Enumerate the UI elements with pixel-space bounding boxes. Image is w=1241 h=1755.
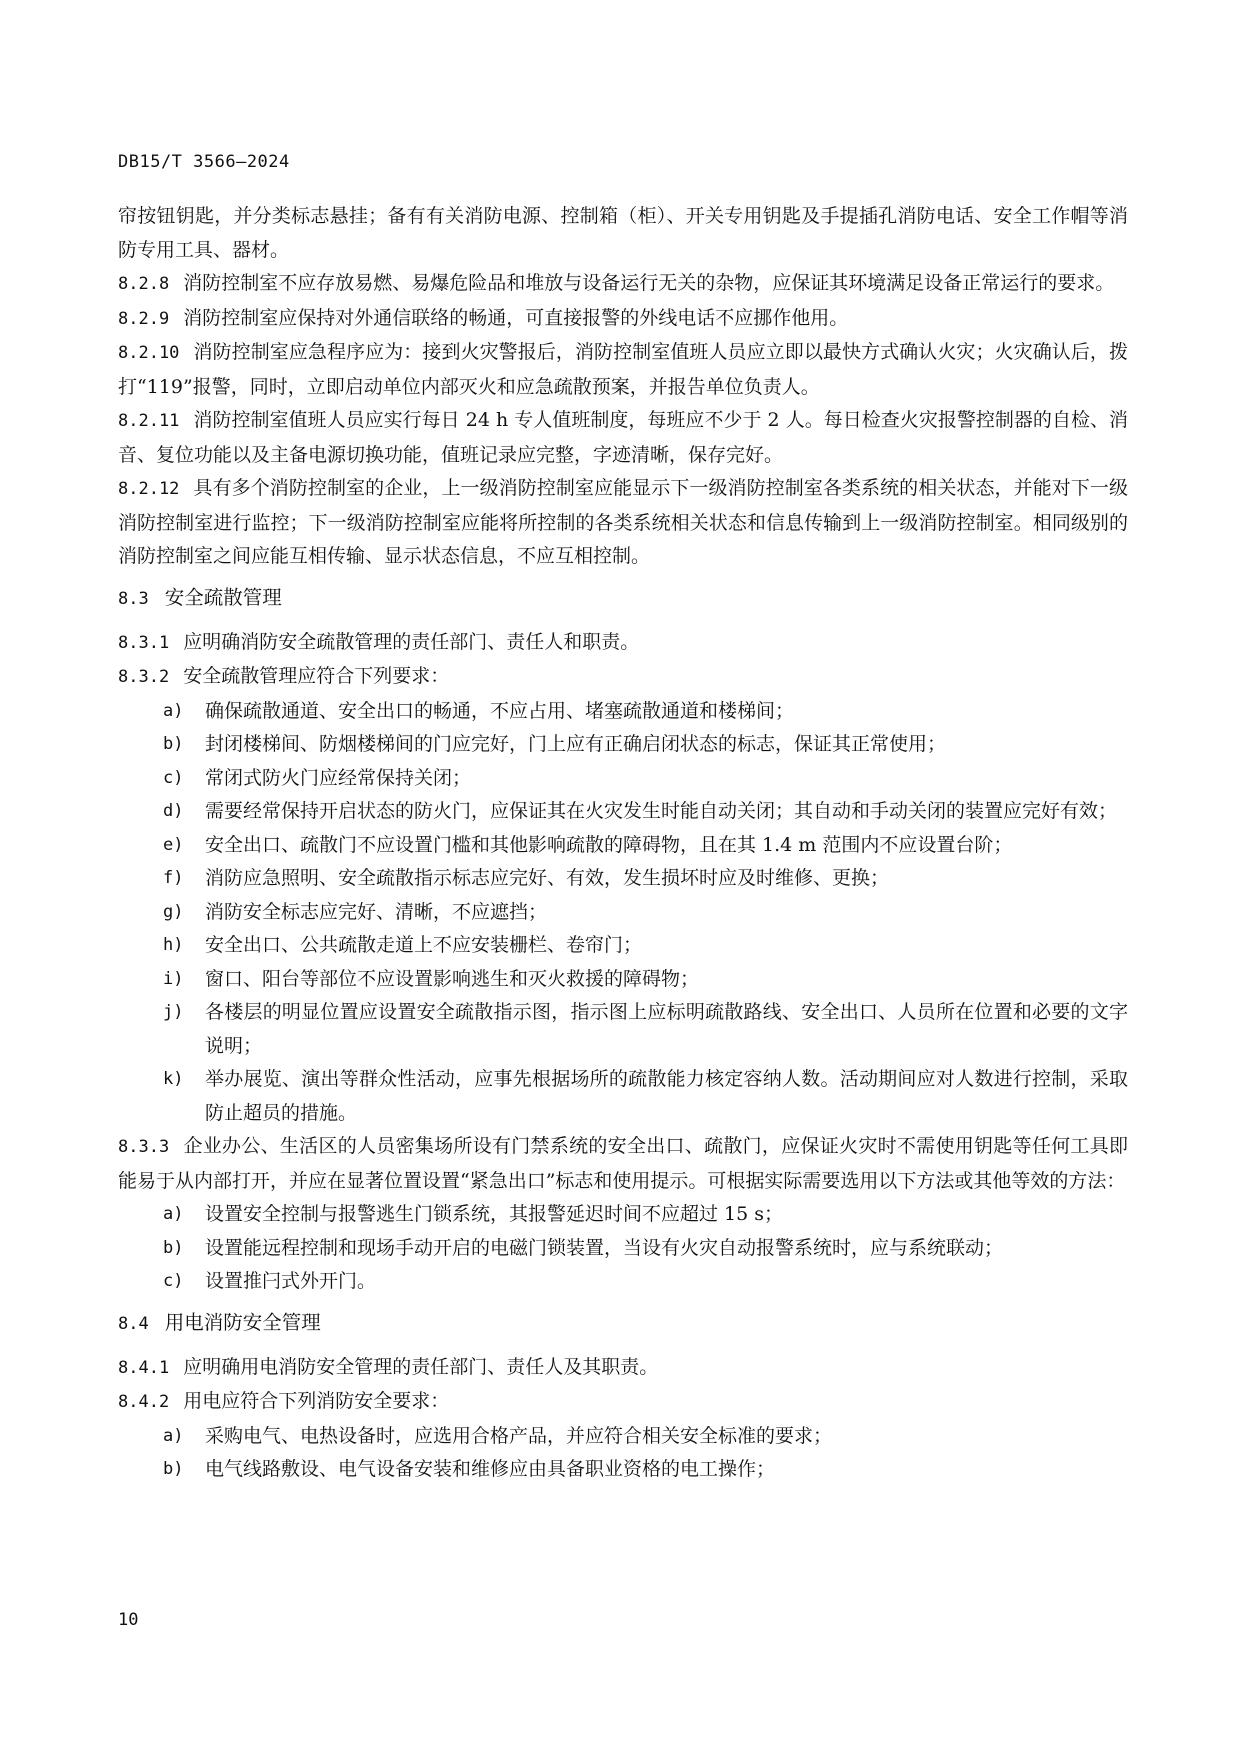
clause-number: 8.2.10 (118, 343, 180, 363)
clause-number: 8.3.2 (118, 667, 170, 687)
list-item (163, 1453, 1128, 1487)
clause-8-2-9 (118, 302, 1128, 337)
list-item-text: 设置能远程控制和现场手动开启的电磁门锁装置，当设有火灾自动报警系统时，应与系统联动； (205, 1236, 1004, 1259)
list-marker: j) (163, 1002, 184, 1022)
list-item-text: 设置安全控制与报警逃生门锁系统，其报警延迟时间不应超过 15 s； (205, 1203, 784, 1225)
list-item (163, 896, 1128, 930)
list-marker: g) (163, 901, 184, 922)
list-marker: e) (163, 834, 184, 855)
list-item (163, 1198, 1128, 1232)
page-number: 10 (118, 1610, 139, 1630)
paragraph-continued: 帘按钮钥匙，并分类标志悬挂；备有有关消防电源、控制箱（柜）、开关专用钥匙及手提插孔消防电话、安全工作帽等消防专用工具、器材。 (118, 205, 1128, 261)
list-8-4-2 (118, 1420, 1128, 1487)
clause-text: 企业办公、生活区的人员密集场所设有门禁系统的安全出口、疏散门，应保证火灾时不需使用钥匙等任何工具即能易于从内部打开，并应在显著位置设置“紧急出口”标志和使用提示。可根据实际需要选用以下方法或其他等效的方法： (118, 1135, 1128, 1192)
list-marker: d) (163, 801, 184, 821)
clause-text: 具有多个消防控制室的企业，上一级消防控制室应能显示下一级消防控制室各类系统的相关状态，并能对下一级消防控制室进行监控；下一级消防控制室应能将所控制的各类系统相关状态和信息传输到上一级消防控制室。相同级别的消防控制室之间应能互相传输、显示状态信息，不应互相控制。 (118, 477, 1128, 567)
list-marker: k) (163, 1069, 184, 1089)
list-item-text: 安全出口、公共疏散走道上不应安装栅栏、卷帘门； (205, 934, 643, 956)
list-item-text: 常闭式防火门应经常保持关闭； (205, 766, 472, 789)
section-title: 用电消防安全管理 (164, 1310, 321, 1334)
clause-text: 消防控制室不应存放易燃、易爆危险品和堆放与设备运行无关的杂物，应保证其环境满足设备正常运行的要求。 (183, 272, 1115, 294)
document-code: DB15/T 3566—2024 (118, 152, 290, 172)
clause-8-4-1 (118, 1351, 1128, 1386)
list-item-text: 电气线路敷设、电气设备安装和维修应由具备职业资格的电工操作； (205, 1458, 776, 1480)
clause-8-3-1 (118, 626, 1128, 661)
clause-number: 8.4.2 (118, 1392, 170, 1412)
list-marker: a) (163, 1425, 184, 1446)
section-heading-8-3 (118, 580, 1128, 617)
list-item (163, 829, 1128, 863)
list-item (163, 795, 1128, 829)
list-item (163, 1420, 1128, 1454)
clause-8-4-2 (118, 1385, 1128, 1420)
clause-8-2-10 (118, 336, 1128, 404)
clause-8-2-11 (118, 404, 1128, 472)
list-item (163, 762, 1128, 796)
list-item (163, 929, 1128, 963)
clause-number: 8.3.3 (118, 1137, 170, 1157)
list-item-text: 封闭楼梯间、防烟楼梯间的门应完好，门上应有正确启闭状态的标志，保证其正常使用； (205, 733, 947, 755)
list-item-text: 消防安全标志应完好、清晰，不应遮挡； (205, 900, 548, 923)
clause-text: 应明确消防安全疏散管理的责任部门、责任人和职责。 (183, 630, 640, 653)
list-marker: a) (163, 1204, 184, 1224)
clause-text: 消防控制室值班人员应实行每日 24 h 专人值班制度，每班应不少于 2 人。每日检查火灾报警控制器的自检、消音、复位功能以及主备电源切换功能，值班记录应完整，字迹清晰，保存完好。 (118, 409, 1128, 466)
clause-text: 消防控制室应保持对外通信联络的畅通，可直接报警的外线电话不应挪作他用。 (183, 306, 849, 329)
clause-text: 安全疏散管理应符合下列要求： (183, 665, 450, 687)
section-number: 8.3 (118, 588, 149, 609)
clause-number: 8.2.9 (118, 308, 170, 329)
list-item-text: 窗口、阳台等部位不应设置影响逃生和灭火救援的障碍物； (205, 967, 700, 990)
list-marker: b) (163, 1459, 184, 1479)
list-item (163, 963, 1128, 997)
clause-text: 消防控制室应急程序应为：接到火灾警报后，消防控制室值班人员应立即以最快方式确认火灾；火灾确认后，拨打“119”报警，同时，立即启动单位内部灭火和应急疏散预案，并报告单位负责人。 (118, 341, 1128, 398)
list-marker: c) (163, 1271, 184, 1291)
clause-8-3-3 (118, 1130, 1128, 1198)
list-item-text: 确保疏散通道、安全出口的畅通，不应占用、堵塞疏散通道和楼梯间； (205, 699, 795, 722)
list-item-text: 举办展览、演出等群众性活动，应事先根据场所的疏散能力核定容纳人数。活动期间应对人数进行控制，采取防止超员的措施。 (205, 1068, 1128, 1124)
list-item (163, 996, 1128, 1063)
list-marker: c) (163, 767, 184, 788)
clause-number: 8.3.1 (118, 632, 170, 653)
list-marker: h) (163, 935, 184, 955)
list-marker: f) (163, 868, 184, 888)
clause-number: 8.4.1 (118, 1357, 170, 1378)
clause-number: 8.2.12 (118, 479, 180, 499)
clause-number: 8.2.8 (118, 274, 170, 294)
clause-8-3-2 (118, 660, 1128, 695)
section-number: 8.4 (118, 1313, 149, 1334)
list-item (163, 1265, 1128, 1299)
section-heading-8-4 (118, 1305, 1128, 1342)
list-8-3-2 (118, 695, 1128, 1131)
list-item-text: 消防应急照明、安全疏散指示标志应完好、有效，发生损坏时应及时维修、更换； (205, 867, 890, 889)
list-item (163, 862, 1128, 896)
clause-text: 用电应符合下列消防安全要求： (183, 1390, 450, 1412)
list-item-text: 需要经常保持开启状态的防火门，应保证其在火灾发生时能自动关闭；其自动和手动关闭的装置应完好有效； (205, 800, 1118, 822)
list-marker: a) (163, 700, 184, 721)
list-item-text: 采购电气、电热设备时，应选用合格产品，并应符合相关安全标准的要求； (205, 1424, 833, 1447)
list-item-text: 各楼层的明显位置应设置安全疏散指示图，指示图上应标明疏散路线、安全出口、人员所在位置和必要的文字说明； (205, 1001, 1128, 1057)
list-item-text: 安全出口、疏散门不应设置门槛和其他影响疏散的障碍物，且在其 1.4 m 范围内不应设置台阶； (205, 833, 1013, 856)
list-8-3-3 (118, 1198, 1128, 1299)
list-marker: b) (163, 734, 184, 754)
list-marker: i) (163, 968, 184, 989)
list-item (163, 728, 1128, 762)
clause-8-2-12 (118, 472, 1128, 574)
list-item (163, 1232, 1128, 1266)
list-item (163, 695, 1128, 729)
section-title: 安全疏散管理 (164, 585, 282, 609)
list-item (163, 1063, 1128, 1130)
document-body (118, 200, 1128, 1487)
clause-number: 8.2.11 (118, 411, 180, 431)
list-marker: b) (163, 1237, 184, 1258)
list-item-text: 设置推闩式外开门。 (205, 1270, 377, 1292)
clause-8-2-8 (118, 267, 1128, 302)
clause-text: 应明确用电消防安全管理的责任部门、责任人及其职责。 (183, 1355, 659, 1378)
